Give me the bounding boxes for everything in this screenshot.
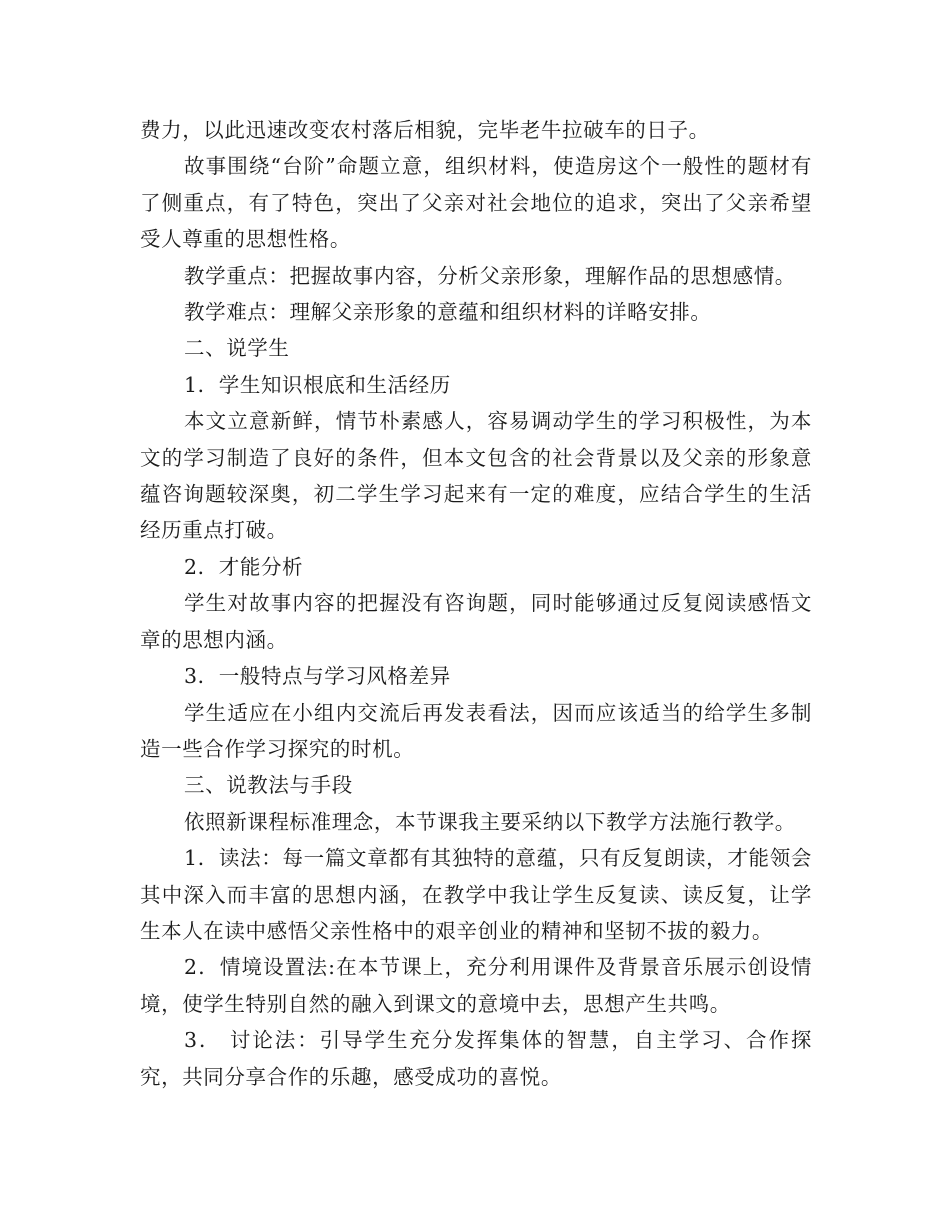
subheading-student-knowledge: 1．学生知识根底和生活经历 <box>184 372 451 397</box>
paragraph-continuation: 费力，以此迅速改变农村落后相貌，完毕老牛拉破车的日子。 <box>140 118 710 142</box>
subheading-ability-analysis: 2．才能分析 <box>184 554 304 579</box>
subheading-learning-style: 3．一般特点与学习风格差异 <box>184 664 451 689</box>
section-heading-methods: 三、说教法与手段 <box>184 773 353 798</box>
paragraph-teaching-difficulty: 教学难点：理解父亲形象的意蕴和组织材料的详略安排。 <box>184 300 712 325</box>
paragraph-teaching-focus: 教学重点：把握故事内容，分析父亲形象，理解作品的思想感情。 <box>184 263 796 288</box>
document-page <box>140 112 812 1095</box>
paragraph-method-discussion: 3． 讨论法：引导学生充分发挥集体的智慧，自主学习、合作探究，共同分享合作的乐趣，感受成功的喜悦。 <box>140 1028 812 1089</box>
paragraph-ability-analysis: 学生对故事内容的把握没有咨询题，同时能够通过反复阅读感悟文章的思想内涵。 <box>140 591 812 652</box>
paragraph-learning-style: 学生适应在小组内交流后再发表看法，因而应该适当的给学生多制造一些合作学习探究的时机。 <box>140 700 812 761</box>
section-heading-students: 二、说学生 <box>184 336 290 361</box>
paragraph-story-theme: 故事围绕“台阶”命题立意，组织材料，使造房这个一般性的题材有了侧重点，有了特色，突出了父亲对社会地位的追求，突出了父亲希望受人尊重的思想性格。 <box>140 154 812 252</box>
paragraph-methods-intro: 依照新课程标准理念，本节课我主要采纳以下教学方法施行教学。 <box>184 809 796 834</box>
paragraph-method-situation: 2．情境设置法:在本节课上，充分利用课件及背景音乐展示创设情境，使学生特别自然的融入到课文的意境中去，思想产生共鸣。 <box>140 955 812 1016</box>
paragraph-method-reading: 1．读法：每一篇文章都有其独特的意蕴，只有反复朗读，才能领会其中深入而丰富的思想内涵，在教学中我让学生反复读、读反复，让学生本人在读中感悟父亲性格中的艰辛创业的精神和坚韧不拔的毅力。 <box>140 846 812 943</box>
paragraph-student-knowledge: 本文立意新鲜，情节朴素感人，容易调动学生的学习积极性，为本文的学习制造了良好的条件，但本文包含的社会背景以及父亲的形象意蕴咨询题较深奥，初二学生学习起来有一定的难度，应结合学生的生活经历重点打破。 <box>140 409 812 543</box>
